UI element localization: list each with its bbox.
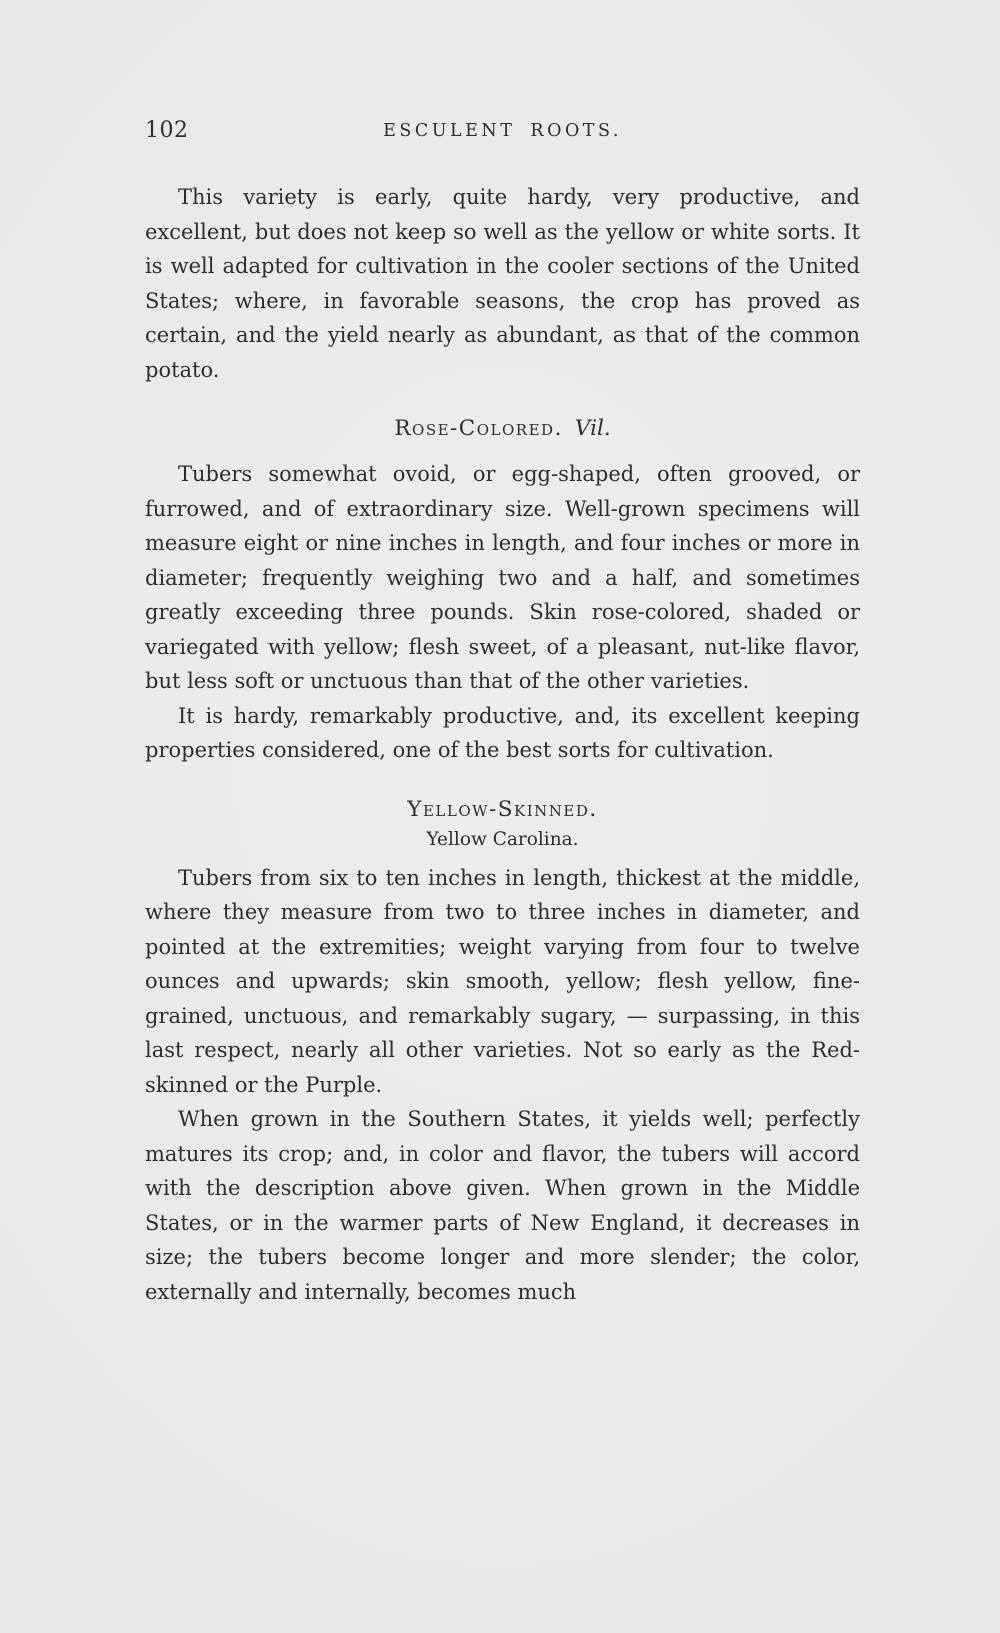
page-header xyxy=(145,118,860,148)
heading-rose-colored-authority: Vil. xyxy=(574,416,611,441)
paragraph-rose-colored-description: Tubers somewhat ovoid, or egg-shaped, often grooved, or furrowed, and of extraordinary size. Well-grown specimens will measure eight or nine inches in length, and four inches or more in diameter; frequently weighing two and a half, and sometimes greatly exceeding three pounds. Skin rose-colored, shaded or variegated with yellow; flesh sweet, of a pleasant, nut-like flavor, but less soft or unctuous than that of the other varieties. xyxy=(145,462,860,693)
text-block xyxy=(145,180,860,1309)
heading-rose-colored-label: Rose-Colored. xyxy=(394,416,563,441)
running-head: ESCULENT ROOTS. xyxy=(383,121,622,141)
page-number: 102 xyxy=(145,118,189,143)
paragraph-rose-colored-notes: It is hardy, remarkably productive, and, its excellent keeping properties considered, one of the best sorts for cultivation. xyxy=(145,703,860,762)
paragraph-yellow-skinned-description: Tubers from six to ten inches in length, thickest at the middle, where they measure from two to three inches in diameter, and pointed at the extremities; weight varying from four to twelve ounces and upwards; skin smooth, yellow; flesh yellow, fine-grained, unctuous, and remarkably sugary, — surpassing, in this last respect, nearly all other varieties. Not so early as the Red-skinned or the Purple. xyxy=(145,865,860,1097)
section-heading-yellow-skinned xyxy=(145,795,860,825)
subheading-yellow-carolina: Yellow Carolina. xyxy=(426,828,579,850)
section-heading-rose-colored xyxy=(145,414,860,444)
paragraph-yellow-skinned-notes: When grown in the Southern States, it yields well; perfectly matures its crop; and, in color and flavor, the tubers will accord with the description above given. When grown in the Middle States, or in the warmer parts of New England, it decreases in size; the tubers become longer and more slender; the color, externally and internally, becomes much xyxy=(145,1107,860,1304)
paragraph-intro: This variety is early, quite hardy, very productive, and excellent, but does not keep so well as the yellow or white sorts. It is well adapted for cultivation in the cooler sections of the United States; where, in favorable seasons, the crop has proved as certain, and the yield nearly as abundant, as that of the common potato. xyxy=(145,185,860,382)
heading-yellow-skinned-label: Yellow-Skinned. xyxy=(407,796,598,822)
